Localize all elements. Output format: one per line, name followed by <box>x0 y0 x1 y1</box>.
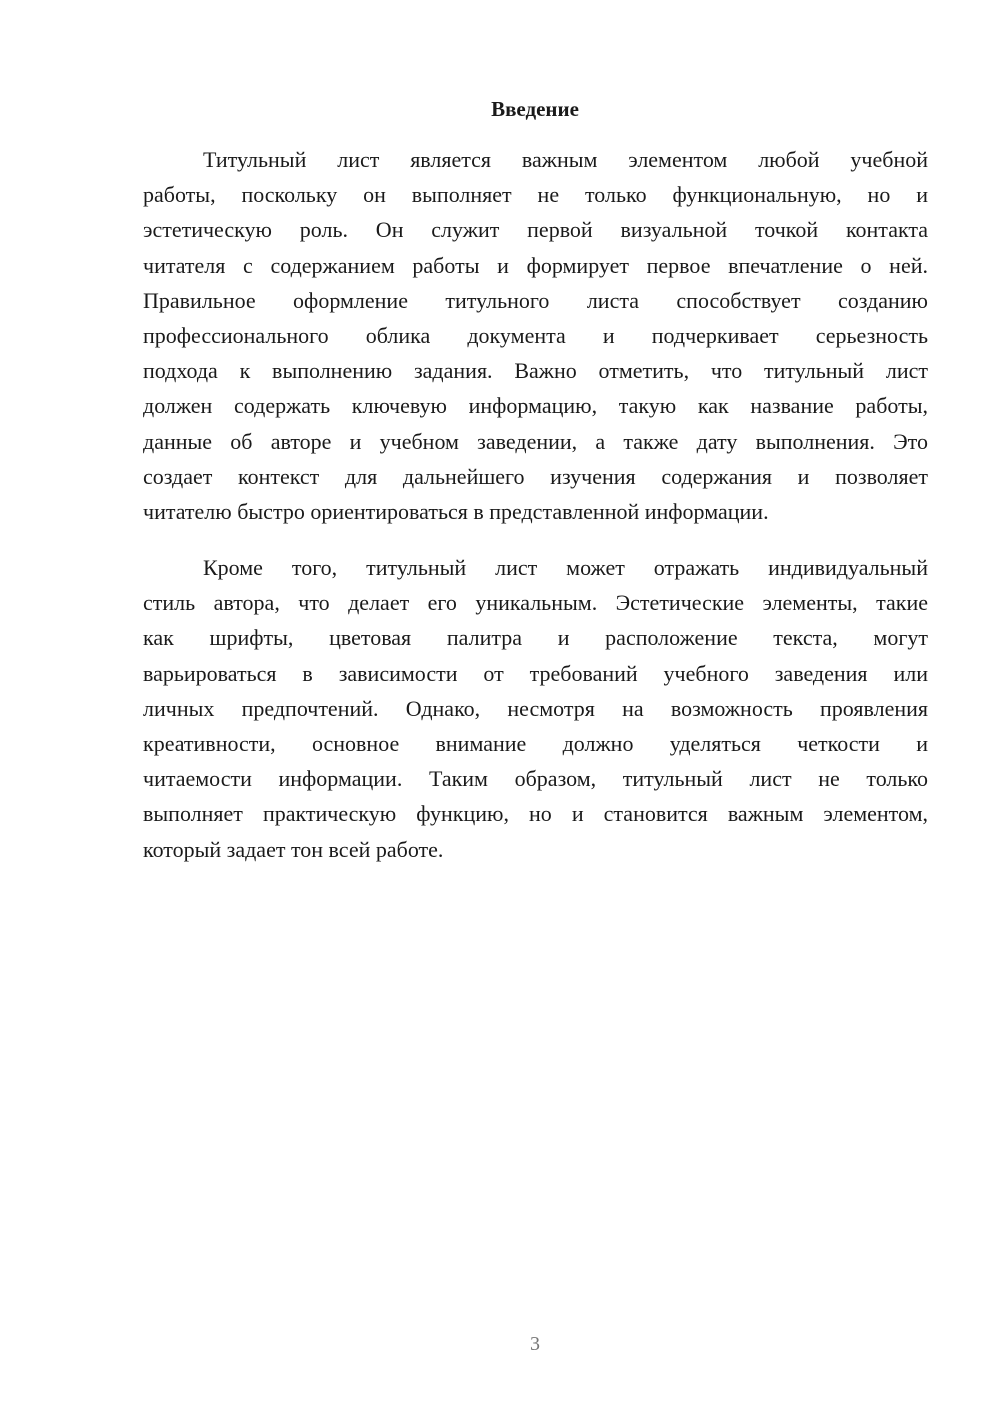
page-number: 3 <box>530 1333 540 1355</box>
text-line: читателю быстро ориентироваться в представленной информации. <box>143 498 769 524</box>
text-line: эстетическую роль. Он служит первой визуальной точкой контакта <box>143 217 928 243</box>
text-line: должен содержать ключевую информацию, такую как название работы, <box>143 393 928 419</box>
text-line: профессионального облика документа и подчеркивает серьезность <box>143 322 928 348</box>
text-line: Кроме того, титульный лист может отражать индивидуальный <box>203 555 928 580</box>
paragraph-2 <box>143 550 928 867</box>
text-line: личных предпочтений. Однако, несмотря на возможность проявления <box>143 695 928 721</box>
text-line: подхода к выполнению задания. Важно отметить, что титульный лист <box>143 358 928 384</box>
text-line: данные об авторе и учебном заведении, а также дату выполнения. Это <box>143 428 928 454</box>
text-line: Титульный лист является важным элементом любой учебной <box>203 147 928 172</box>
text-line: выполняет практическую функцию, но и становится важным элементом, <box>143 801 928 827</box>
text-line: Правильное оформление титульного листа способствует созданию <box>143 287 928 313</box>
text-line: стиль автора, что делает его уникальным. Эстетические элементы, такие <box>143 590 928 616</box>
text-line: работы, поскольку он выполняет не только функциональную, но и <box>143 182 928 208</box>
text-line: креативности, основное внимание должно уделяться четкости и <box>143 730 928 756</box>
text-line: как шрифты, цветовая палитра и расположение текста, могут <box>143 625 928 651</box>
text-line: читателя с содержанием работы и формирует первое впечатление о ней. <box>143 252 928 278</box>
text-line: читаемости информации. Таким образом, титульный лист не только <box>143 766 928 792</box>
section-heading: Введение <box>491 97 579 121</box>
text-line: который задает тон всей работе. <box>143 836 444 862</box>
paragraph-1 <box>143 142 928 529</box>
text-line: варьироваться в зависимости от требований учебного заведения или <box>143 660 928 686</box>
text-line: создает контекст для дальнейшего изучения содержания и позволяет <box>143 463 928 489</box>
